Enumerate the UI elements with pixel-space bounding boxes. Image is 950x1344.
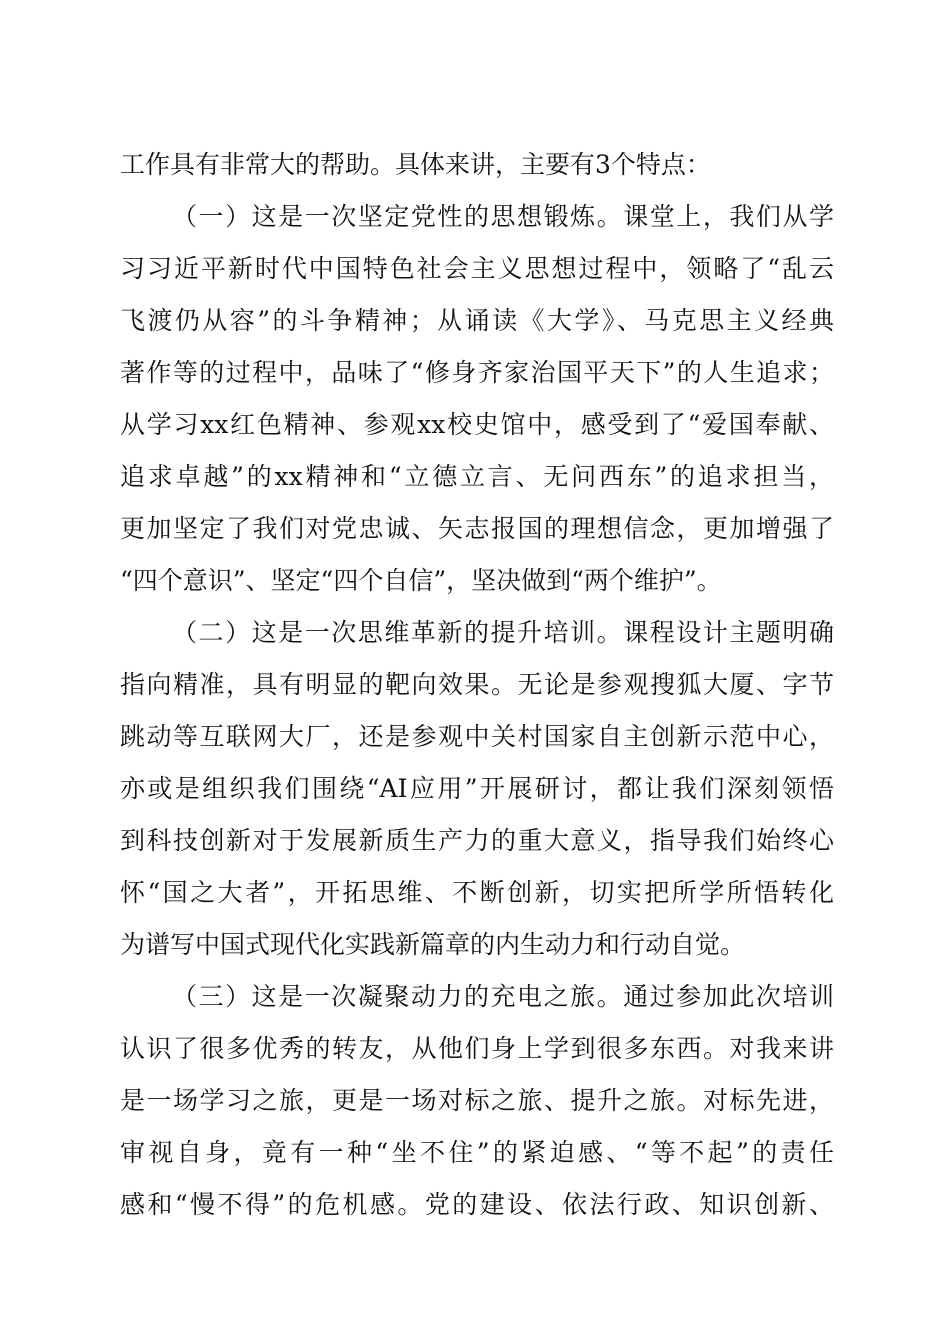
text-line: （一）这是一次坚定党性的思想锻炼。课堂上，我们从学 (172, 202, 834, 231)
text-line: “四个意识”、坚定“四个自信”，坚决做到“两个维护”。 (120, 566, 722, 595)
text-line: 跳动等互联网大厂，还是参观中关村国家自主创新示范中心， (120, 722, 834, 751)
text-line: 工作具有非常大的帮助。具体来讲，主要有3个特点： (120, 150, 711, 179)
text-line: 习习近平新时代中国特色社会主义思想过程中，领略了“乱云 (120, 254, 834, 283)
text-line: 为谱写中国式现代化实践新篇章的内生动力和行动自觉。 (120, 930, 746, 959)
text-line: 指向精准，具有明显的靶向效果。无论是参观搜狐大厦、字节 (120, 670, 834, 699)
text-line: 怀“国之大者”，开拓思维、不断创新，切实把所学所悟转化 (120, 878, 834, 907)
text-line: 追求卓越”的xx精神和“立德立言、无问西东”的追求担当， (120, 462, 834, 491)
text-line: （三）这是一次凝聚动力的充电之旅。通过参加此次培训 (172, 982, 834, 1011)
text-line: 更加坚定了我们对党忠诚、矢志报国的理想信念，更加增强了 (120, 514, 834, 543)
text-line: 认识了很多优秀的转友，从他们身上学到很多东西。对我来讲 (120, 1034, 834, 1063)
text-line: 从学习xx红色精神、参观xx校史馆中，感受到了“爱国奉献、 (120, 410, 834, 439)
text-line: 著作等的过程中，品味了“修身齐家治国平天下”的人生追求； (120, 358, 834, 387)
text-line: 审视自身，竟有一种“坐不住”的紧迫感、“等不起”的责任 (120, 1138, 834, 1167)
text-line: 到科技创新对于发展新质生产力的重大意义，指导我们始终心 (120, 826, 834, 855)
text-line: 飞渡仍从容”的斗争精神；从诵读《大学》、马克思主义经典 (120, 306, 834, 335)
text-line: 感和“慢不得”的危机感。党的建设、依法行政、知识创新、 (120, 1190, 834, 1219)
text-line: 是一场学习之旅，更是一场对标之旅、提升之旅。对标先进， (120, 1086, 834, 1115)
text-line: 亦或是组织我们围绕“AI应用”开展研讨，都让我们深刻领悟 (120, 774, 834, 803)
text-line: （二）这是一次思维革新的提升培训。课程设计主题明确 (172, 618, 834, 647)
